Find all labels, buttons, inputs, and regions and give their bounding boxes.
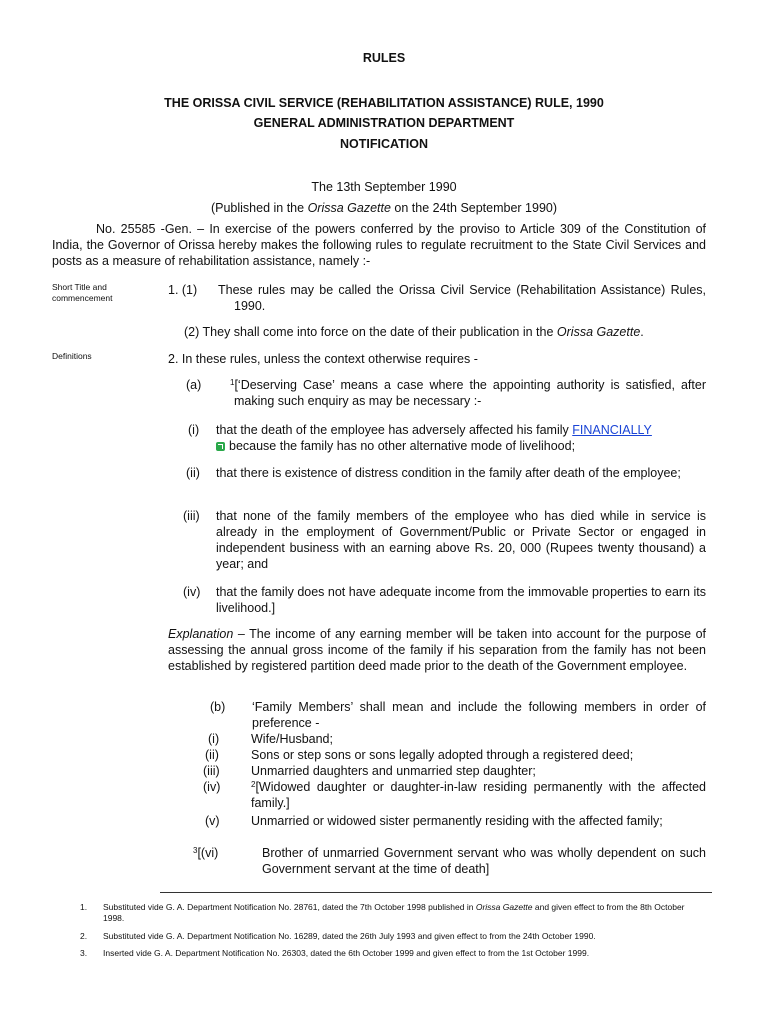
footnote-1-post: and given effect to from the 8th October 1998. <box>103 902 685 923</box>
footnote-3: Inserted vide G. A. Department Notification No. 26303, dated the 6th October 1999 and given effect to from the 1st October 1999. <box>103 948 590 958</box>
publication-gazette: Orissa Gazette <box>307 201 391 215</box>
clause-a-item-ii: that there is existence of distress condition in the family after death of the employee; <box>216 466 681 480</box>
family-item-vi: Brother of unmarried Government servant who was wholly dependent on such Government servant at the time of death] <box>262 846 706 876</box>
document-title: THE ORISSA CIVIL SERVICE (REHABILITATION ASSISTANCE) RULE, 1990 <box>164 96 604 110</box>
side-note-short-title: Short Title and commencement <box>52 282 113 303</box>
clause-a-item-i <box>216 422 706 454</box>
explanation-paragraph <box>168 626 706 674</box>
side-note-definitions: Definitions <box>52 351 92 361</box>
footnote-number: 2. <box>80 931 88 941</box>
family-item-label: (ii) <box>205 748 219 762</box>
footnote-ref-3[interactable]: 3 <box>193 846 198 855</box>
family-item-label <box>193 845 249 861</box>
clause-a-item-label: (ii) <box>186 466 200 480</box>
family-item-vi-label: [(vi) <box>197 846 219 860</box>
family-item-label: (v) <box>205 814 220 828</box>
footnote-number: 3. <box>80 948 88 958</box>
publication-line <box>0 201 768 215</box>
family-item-label: (iii) <box>203 764 220 778</box>
family-item-ii: Sons or step sons or sons legally adopted through a registered deed; <box>251 748 634 762</box>
footnote-1-gazette: Orissa Gazette <box>475 902 533 912</box>
explanation-text: – The income of any earning member will be taken into account for the purpose of assessing the annual gross income of the family if his separation from the family has not been established by registered partition deed made prior to the death of the Government employee. <box>168 627 706 673</box>
notification-heading: NOTIFICATION <box>340 137 428 151</box>
financially-link[interactable]: FINANCIALLY <box>572 423 652 437</box>
clause-a-item-label: (i) <box>188 423 200 437</box>
rule-2-intro: 2. In these rules, unless the context otherwise requires - <box>168 352 478 366</box>
publication-pre: (Published in the <box>210 201 308 215</box>
external-link-icon[interactable] <box>216 442 225 451</box>
footnote-ref-1[interactable]: 1 <box>230 378 235 387</box>
footnote-1 <box>103 902 707 924</box>
rule-1-text: These rules may be called the Orissa Civil Service (Rehabilitation Assistance) Rules, 1990. <box>218 283 706 313</box>
family-item-v: Unmarried or widowed sister permanently residing with the affected family; <box>251 814 663 828</box>
notification-date: The 13th September 1990 <box>311 180 457 194</box>
rule-1-label: 1. (1) <box>168 283 198 297</box>
item-i-pre: that the death of the employee has adversely affected his family <box>216 423 573 437</box>
family-item-iii: Unmarried daughters and unmarried step daughter; <box>251 764 536 778</box>
clause-a-item-iv: that the family does not have adequate income from the immovable properties to earn its livelihood.] <box>216 585 706 615</box>
clause-a-item-iii: that none of the family members of the employee who has died while in service is already in the employment of Government/Public or Private Sector or engaged in independent business with an earning above Rs. 20, 000 (Rupees twenty thousand) a year; and <box>216 509 706 571</box>
clause-b-text: ‘Family Members’ shall mean and include the following members in order of preference - <box>252 700 706 730</box>
rule-1-sub-2-post: . <box>640 325 644 339</box>
clause-a-text <box>230 377 706 409</box>
clause-a-item-label: (iv) <box>183 585 201 599</box>
footnote-divider <box>160 892 712 893</box>
family-item-iv <box>251 779 706 811</box>
clause-b-label: (b) <box>210 700 226 714</box>
clause-a-body: [‘Deserving Case’ means a case where the appointing authority is satisfied, after making such enquiry as may be necessary :- <box>234 378 706 408</box>
family-item-label: (i) <box>208 732 220 746</box>
rule-1-sub-2 <box>184 324 724 340</box>
department-heading: GENERAL ADMINISTRATION DEPARTMENT <box>253 116 515 130</box>
rule-1-sub-2-pre: (2) They shall come into force on the date of their publication in the <box>184 325 557 339</box>
family-item-iv-text: [Widowed daughter or daughter-in-law residing permanently with the affected family.] <box>251 780 706 810</box>
publication-post: on the 24th September 1990) <box>390 201 558 215</box>
footnote-ref-2[interactable]: 2 <box>251 780 256 789</box>
explanation-label: Explanation <box>168 627 234 641</box>
item-i-post: because the family has no other alternative mode of livelihood; <box>229 439 576 453</box>
rules-heading: RULES <box>362 51 406 65</box>
intro-paragraph: No. 25585 -Gen. – In exercise of the powers conferred by the proviso to Article 309 of the Constitution of India, the Governor of Orissa hereby makes the following rules to regulate recruitment to the State Civil Services and posts as a measure of rehabilitation assistance, namely :- <box>52 222 706 268</box>
family-item-i: Wife/Husband; <box>251 732 333 746</box>
family-item-label: (iv) <box>203 780 221 794</box>
footnote-number: 1. <box>80 902 88 912</box>
footnote-1-pre: Substituted vide G. A. Department Notification No. 28761, dated the 7th October 1998 published in <box>103 902 476 912</box>
rule-1-sub-2-gazette: Orissa Gazette <box>556 325 641 339</box>
clause-a-item-label: (iii) <box>183 509 200 523</box>
footnote-2: Substituted vide G. A. Department Notification No. 16289, dated the 26th July 1993 and given effect to from the 24th October 1990. <box>103 931 596 941</box>
clause-a-label: (a) <box>186 378 202 392</box>
